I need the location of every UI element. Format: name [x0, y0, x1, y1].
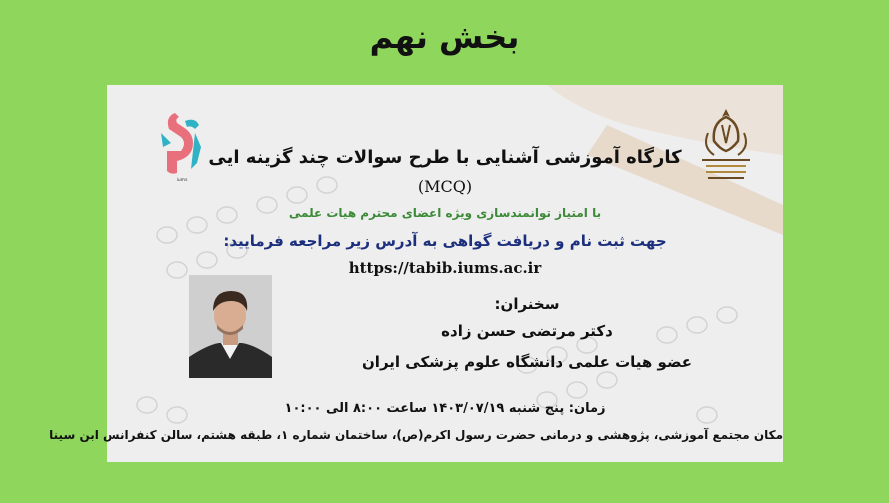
speaker-role: عضو هیات علمی دانشگاه علوم پزشکی ایران	[362, 353, 692, 371]
event-venue: مکان مجتمع آموزشی، پژوهشی و درمانی حضرت رسول اکرم(ص)، ساختمان شماره ۱، طبقه هشتم، سالن کنفرانس ابن سینا	[49, 428, 783, 442]
workshop-poster	[49, 85, 783, 462]
event-datetime: زمان: پنج شنبه ۱۴۰۳/۰۷/۱۹ ساعت ۸:۰۰ الی ۱۰:۰۰	[284, 401, 606, 416]
privilege-note: با امتیاز توانمندسازی ویژه اعضای محترم هیات علمی	[288, 206, 602, 220]
register-note: جهت ثبت نام و دریافت گواهی به آدرس زیر مراجعه فرمایید:	[223, 232, 667, 250]
workshop-title: کارگاه آموزشی آشنایی با طرح سوالات چند گزینه ایی	[208, 147, 682, 168]
registration-link[interactable]: https://tabib.iums.ac.ir	[348, 259, 542, 277]
workshop-title-abbr: (MCQ)	[417, 177, 473, 196]
speaker-name: دکتر مرتضی حسن زاده	[441, 322, 613, 340]
speakers-label: سخنران:	[494, 295, 560, 313]
svg-text:iums: iums	[176, 178, 188, 183]
section-title: بخش نهم	[369, 18, 520, 56]
